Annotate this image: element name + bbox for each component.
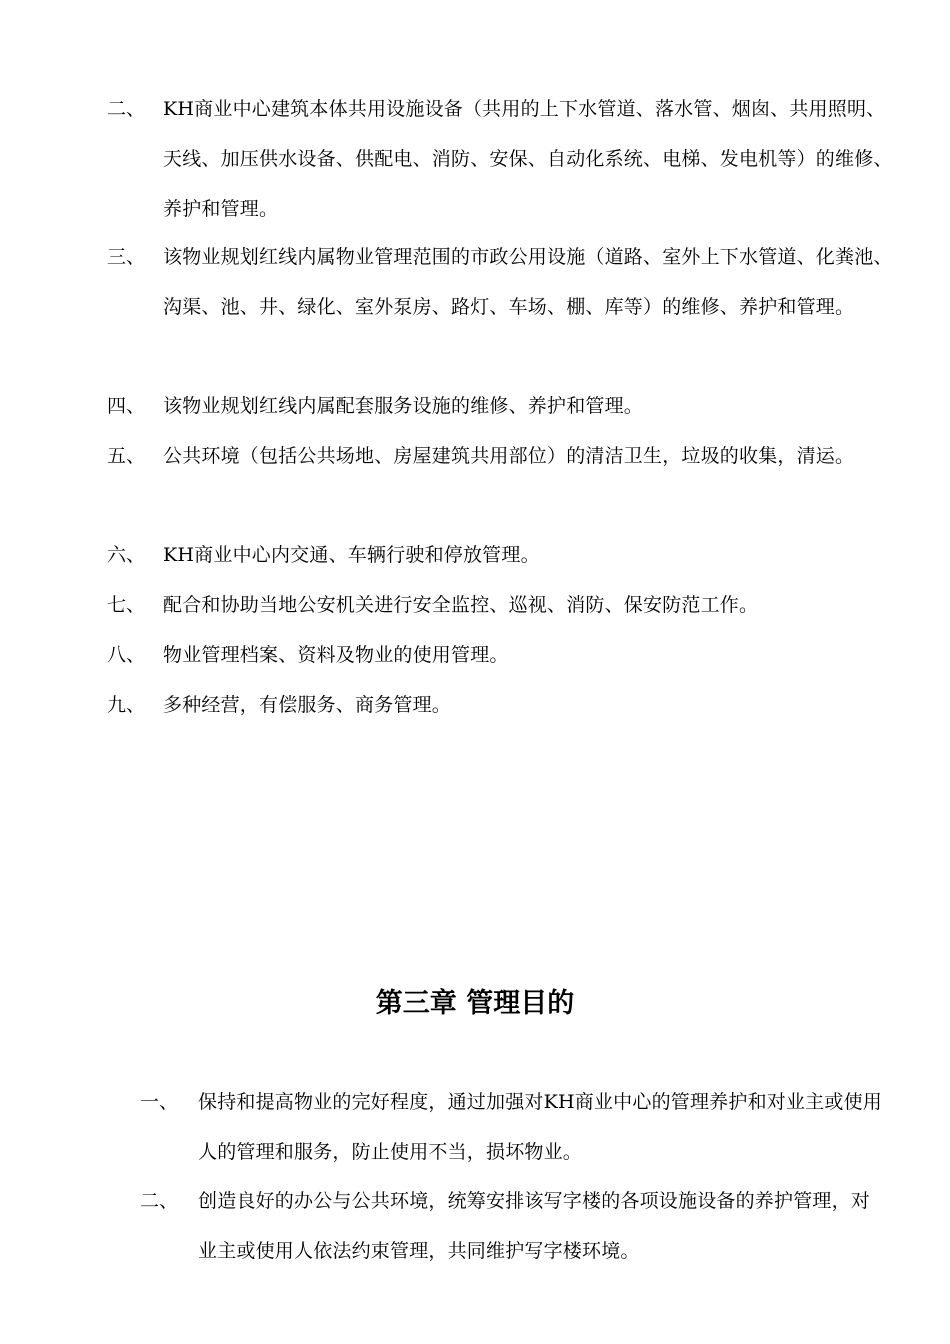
list-item-number: 六、 <box>107 544 146 566</box>
list-item-text: 公共环境（包括公共场地、房屋建筑共用部位）的清洁卫生，垃圾的收集，清运。 <box>163 445 855 467</box>
list-item-number: 五、 <box>107 445 146 467</box>
list-item-number: 三、 <box>107 246 146 268</box>
list-item-number: 一、 <box>140 1091 179 1113</box>
list-item-text: 物业管理档案、资料及物业的使用管理。 <box>163 644 509 666</box>
list-item-text: KH商业中心建筑本体共用设施设备（共用的上下水管道、落水管、烟囱、共用照明、天线、加压供水设备、供配电、消防、安保、自动化系统、电梯、发电机等）的维修、养护和管理。 <box>163 98 893 220</box>
list-item-text: 该物业规划红线内属配套服务设施的维修、养护和管理。 <box>163 395 644 417</box>
list-item-number: 四、 <box>107 395 146 417</box>
list-item-number: 八、 <box>107 644 146 666</box>
list-item-text: 该物业规划红线内属物业管理范围的市政公用设施（道路、室外上下水管道、化粪池、沟渠、池、井、绿化、室外泵房、路灯、车场、棚、库等）的维修、养护和管理。 <box>163 246 893 318</box>
list-item-text: 创造良好的办公与公共环境，统筹安排该写字楼的各项设施设备的养护管理，对业主或使用人依法约束管理，共同维护写字楼环境。 <box>198 1190 871 1262</box>
chapter-title: 第三章 管理目的 <box>375 988 575 1019</box>
list-item-text: 多种经营，有偿服务、商务管理。 <box>163 694 452 716</box>
list-item-text: 保持和提高物业的完好程度，通过加强对KH商业中心的管理养护和对业主或使用人的管理和服务，防止使用不当，损坏物业。 <box>198 1091 882 1163</box>
list-item-number: 二、 <box>140 1190 179 1212</box>
list-item-number: 九、 <box>107 694 146 716</box>
list-item-text: 配合和协助当地公安机关进行安全监控、巡视、消防、保安防范工作。 <box>163 594 759 616</box>
list-item-number: 二、 <box>107 98 146 120</box>
list-item-text: KH商业中心内交通、车辆行驶和停放管理。 <box>163 544 540 566</box>
list-item-number: 七、 <box>107 594 146 616</box>
